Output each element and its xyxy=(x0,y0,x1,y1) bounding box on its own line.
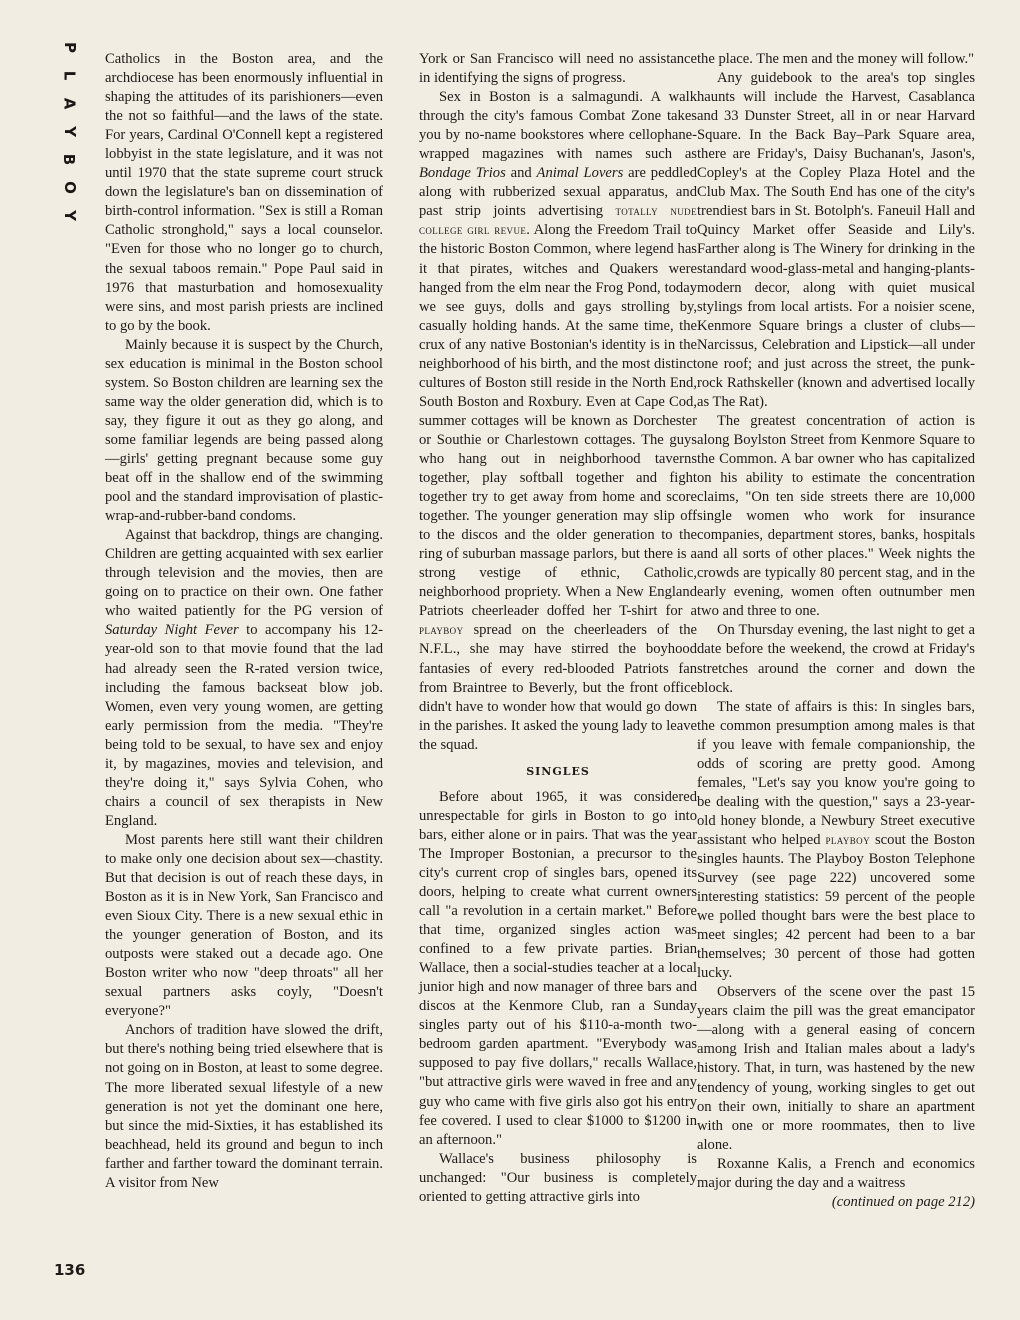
article-column-1 xyxy=(105,50,383,1193)
paragraph xyxy=(105,526,383,831)
paragraph: On Thursday evening, the last night to get a date before the weekend, the crowd at Friday's stretches around the corner and down the block. xyxy=(697,622,975,696)
text-run: . Along the Freedom Trail to the historic Boston Common, where legend has it that pirates, witches and Quakers were hanged from the elm near the Frog Pond, today we see guys, dolls and gays strolling by, casually holding hands. At the same time, the crux of any native Bostonian's identity is in the neighborhood of his birth, and the most distinct cultures of Boston still reside in the North End, South Boston and Roxbury. Even at Cape Cod, summer cottages will be known as Dorchester or Southie or Charlestown cottages. The guys who hang out in neighborhood taverns together, play softball together and fight together try to get away from home and score together. The younger generation may slip off to the discos and the older generation to the ring of suburban massage parlors, but there is a strong vestige of ethnic, Catholic, neighborhood propriety. When a New England Patriots cheerleader doffed her T-shirt for a xyxy=(419,222,697,620)
paragraph: Mainly because it is suspect by the Church, sex education is minimal in the Boston school system. So Boston children are learning sex the same way the older generation did, which is to say, they figure it out as they go along, and some familiar legends are being passed along—girls' getting pregnant because some guy beat off in the shallow end of the swimming pool and the standard improvisation of plastic-wrap-and-rubber-band condoms. xyxy=(105,336,383,525)
paragraph: The greatest concentration of action is along Boylston Street from Kenmore Square to the Common. A bar owner who has capitalized on his ability to estimate the concentration claims, "On ten side streets there are 10,000 single women who work for insurance companies, department stores, banks, hospitals and all sorts of other places." Week nights the crowds are typically 80 percent stag, and in the early evening, women often outnumber men two and three to one. xyxy=(697,412,975,620)
page-number: 136 xyxy=(54,1261,86,1279)
masthead-letter: O xyxy=(60,181,79,194)
masthead-letter: Y xyxy=(60,210,79,221)
film-title: Saturday Night Fever xyxy=(105,622,239,639)
magazine-title: Bondage Trios xyxy=(419,165,506,182)
text-run: scout the Boston singles haunts. The Playboy Boston Telephone Survey (see page 222) uncovered some interesting statistics: 59 percent of the people we polled thought bars were the best place to meet singles; 42 percent had been to a bar themselves; 30 percent of those had gotten lucky. xyxy=(697,831,975,982)
paragraph: Wallace's business philosophy is unchanged: "Our business is completely oriented to getting attractive girls into xyxy=(419,1150,697,1205)
paragraph: Observers of the scene over the past 15 years claim the pill was the great emancipator—along with a general easing of concern among Irish and Italian males about a lady's history. That, in turn, was hastened by the new tendency of young, working singles to get out on their own, initially to share an apartment with one or more roommates, then to live alone. xyxy=(697,984,975,1153)
paragraph: Anchors of tradition have slowed the drift, but there's nothing being tried elsewhere that is not going on in Boston, at least to some degree. The more liberated sexual lifestyle of a new generation is not yet the dominant one here, but since the mid-Sixties, it has established its beachhead, held its ground and begun to inch farther and farther toward the dominant terrain. A visitor from New xyxy=(105,1022,383,1191)
publication-name: playboy xyxy=(825,832,870,847)
article-column-3 xyxy=(697,50,975,1212)
masthead-letter: P xyxy=(60,42,79,53)
paragraph xyxy=(419,88,697,755)
paragraph: the place. The men and the money will follow." xyxy=(697,51,975,67)
continuation-note: (continued on page 212) xyxy=(831,1193,975,1210)
paragraph: Catholics in the Boston area, and the archdiocese has been enormously influential in shaping the attitudes of its parishioners—even the not so faithful—and the laws of the state. For years, Cardinal O'Connell kept a registered lobbyist in the state legislature, and it was not until 1970 that the state supreme court struck down the legislature's ban on dissemination of birth-control information. "Sex is still a Roman Catholic stronghold," says a local counselor. "Even for those who no longer go to church, the sexual taboos remain." Pope Paul said in 1976 that masturbation and homosexuality were sins, and most parish priests are inclined to go by the book. xyxy=(105,51,383,334)
paragraph: Before about 1965, it was considered unrespectable for girls in Boston to go into bars, either alone or in pairs. That was the year The Improper Bostonian, a precursor to the city's current crop of singles bars, opened its doors, helping to create what current owners call "a revolution in a certain market." Before that time, organized singles action was confined to a few private parties. Brian Wallace, then a social-studies teacher at a local junior high and now manager of three bars and discos at the Kenmore Club, ran a Sunday singles party out of his $110-a-month two-bedroom garden apartment. "Everybody was supposed to pay five dollars," recalls Wallace, "but attractive girls were waved in free and any guy who came with five girls also got his entry fee covered. I used to clear $1000 to $1200 in an afternoon." xyxy=(419,788,697,1148)
paragraph: York or San Francisco will need no assistance in identifying the signs of progress. xyxy=(419,51,697,87)
magazine-title: Animal Lovers xyxy=(536,165,624,182)
paragraph: Most parents here still want their children to make only one decision about sex—chastity. But that decision is out of reach these days, in Boston as it is in New York, San Francisco and even Sioux City. There is a new sexual ethic in the younger generation of Boston, and its outposts were staked out a decade ago. One Boston writer who now "deep throats" all her sexual partners asks coyly, "Doesn't everyone?" xyxy=(105,831,383,1020)
text-run: spread on the cheerleaders of the N.F.L., she may have stirred the boyhood fantasies of every red-blooded Patriots fan from Braintree to Beverly, but the front office didn't have to wonder how that would go down in the parishes. It asked the young lady to leave the squad. xyxy=(419,622,697,753)
text-run: are peddled along with rubberized sexual apparatus, and past strip joints advertising xyxy=(419,165,697,220)
paragraph: Roxanne Kalis, a French and economics major during the day and a waitress xyxy=(697,1155,975,1191)
text-run: Against that backdrop, things are changing. Children are getting acquainted with sex earlier through television and the movies, then are going on to practice on their own. One father who waited patiently for the PG version of xyxy=(105,527,383,620)
sign-text: totally nude college girl revue xyxy=(419,204,697,238)
masthead-letter: Y xyxy=(60,126,79,137)
section-heading: SINGLES xyxy=(526,764,590,778)
text-run: and xyxy=(505,165,537,182)
masthead xyxy=(58,40,80,236)
masthead-letter: B xyxy=(60,153,79,166)
masthead-letter: L xyxy=(60,70,79,81)
paragraph xyxy=(697,698,975,984)
paragraph: Any guidebook to the area's top singles haunts will include the Harvest, Casablanca and 33 Dunster Street, all in or near Harvard Square. In the Back Bay–Park Square area, there are Friday's, Daisy Buchanan's, Jason's, Copley's at the Copley Plaza Hotel and the Club Max. The South End has one of the city's trendiest bars in St. Botolph's. Faneuil Hall and Quincy Market offer Seaside and Lily's. Farther along is The Winery for drinking in the standard wood-glass-metal and hanging-plants-modern decor, along with quiet musical stylings from local artists. For a noisier scene, Kenmore Square brings a cluster of clubs—Narcissus, Celebration and Lipstick—all under one roof; and just across the street, the punk-rock Rathskeller (known and advertised locally as The Rat). xyxy=(697,70,975,410)
text-run: Sex in Boston is a salmagundi. A walk through the city's famous Combat Zone takes you by no-name bookstores where cellophane-wrapped magazines with names such as xyxy=(419,89,697,163)
text-run: to accompany his 12-year-old son to that movie found that the lad had already seen the R-rated version twice, including the famous backseat blow job. Women, even very young women, are getting early permission from the media. "They're being told to be sexual, to have sex and enjoy it, by magazines, movies and television, and they're doing it," says Sylvia Cohen, who chairs a council of sex therapists in New England. xyxy=(105,622,383,829)
publication-name: playboy xyxy=(419,623,464,638)
text-run: The state of affairs is this: In singles bars, the common presumption among males is that if you leave with female companionship, the odds of scoring are pretty good. Among females, "Let's say you know you're going to be dealing with the question," says a 23-year-old honey blonde, a Newbury Street executive assistant who helped xyxy=(697,698,975,848)
article-column-2 xyxy=(419,50,697,1207)
masthead-letter: A xyxy=(60,97,79,110)
